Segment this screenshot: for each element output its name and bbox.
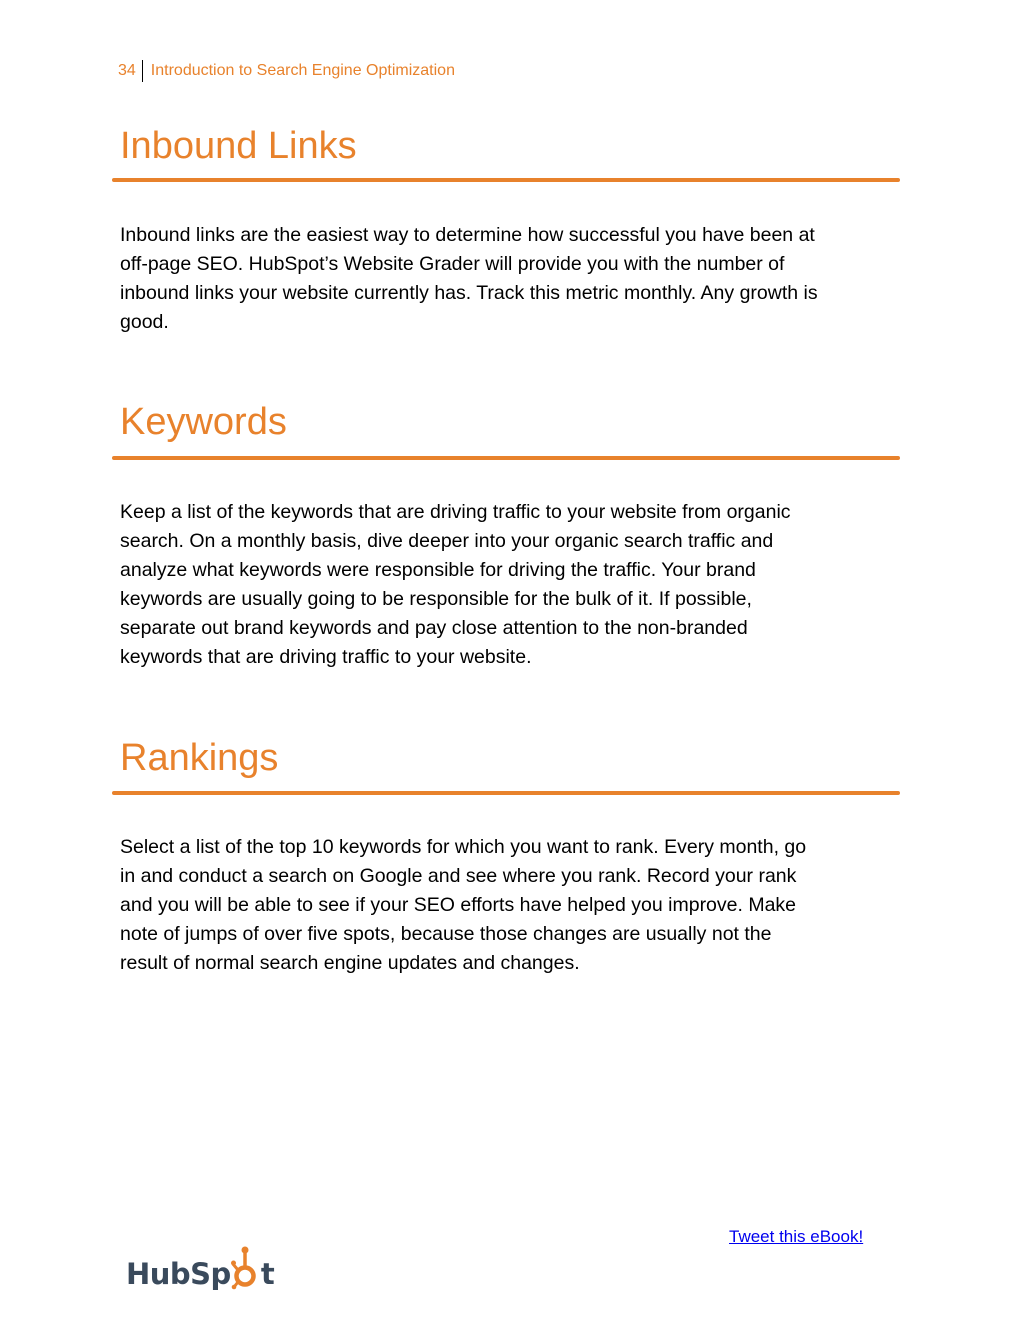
page-header — [118, 60, 455, 82]
text-line: inbound links your website currently has. Track this metric monthly. Any growth is — [120, 282, 818, 304]
text-line: note of jumps of over five spots, because those changes are usually not the — [120, 923, 772, 945]
tweet-this-ebook-link[interactable]: Tweet this eBook! — [729, 1227, 864, 1246]
section-heading-inbound-links: Inbound Links — [120, 125, 357, 167]
text-line: keywords that are driving traffic to your website. — [120, 646, 532, 668]
logo-wordmark-left: HubSp — [126, 1257, 231, 1291]
section-divider — [112, 178, 900, 182]
text-line: off-page SEO. HubSpot’s Website Grader will provide you with the number of — [120, 253, 785, 275]
hubspot-logo — [126, 1240, 274, 1290]
page-number: 34 — [118, 60, 143, 82]
text-line: Select a list of the top 10 keywords for which you want to rank. Every month, go — [120, 836, 807, 858]
section-heading-rankings: Rankings — [120, 737, 279, 779]
text-line: and you will be able to see if your SEO efforts have helped you improve. Make — [120, 894, 797, 916]
paragraph-keywords — [120, 498, 910, 672]
text-line: result of normal search engine updates and changes. — [120, 952, 580, 974]
text-line: in and conduct a search on Google and see where you rank. Record your rank — [120, 865, 797, 887]
running-header-title: Introduction to Search Engine Optimization — [150, 62, 455, 79]
text-line: separate out brand keywords and pay close attention to the non-branded — [120, 617, 748, 639]
paragraph-rankings — [120, 833, 910, 978]
text-line: search. On a monthly basis, dive deeper into your organic search traffic and — [120, 530, 774, 552]
logo-wordmark-right: t — [260, 1257, 275, 1291]
text-line: Keep a list of the keywords that are driving traffic to your website from organic — [120, 501, 791, 523]
section-heading-keywords: Keywords — [120, 401, 287, 443]
paragraph-inbound-links — [120, 221, 910, 337]
text-line: keywords are usually going to be responsible for the bulk of it. If possible, — [120, 588, 752, 610]
section-divider — [112, 791, 900, 795]
text-line: Inbound links are the easiest way to determine how successful you have been at — [120, 224, 815, 246]
section-divider — [112, 456, 900, 460]
text-line: good. — [120, 311, 169, 333]
hubspot-sprocket-icon — [231, 1240, 261, 1290]
text-line: analyze what keywords were responsible for driving the traffic. Your brand — [120, 559, 756, 581]
